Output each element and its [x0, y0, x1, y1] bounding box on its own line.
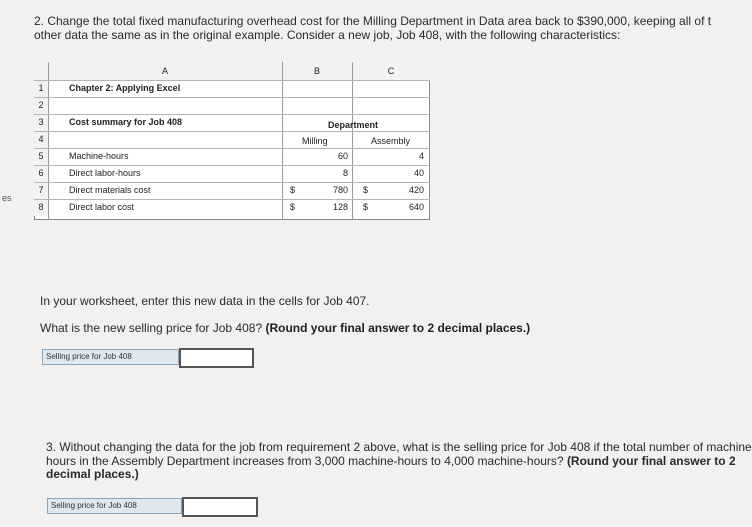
row-number-5[interactable]: 5 [34, 148, 48, 165]
question-2-prompt-plain: What is the new selling price for Job 408? [40, 321, 266, 335]
grid-line [34, 97, 430, 98]
milling-direct-labor-hours[interactable]: 8 [342, 168, 348, 178]
answer-1-input[interactable] [179, 348, 254, 368]
question-3-line-2-plain: hours in the Assembly Department increases from 3,000 machine-hours to 4,000 machine-hours? [46, 454, 567, 468]
grid-line [282, 62, 283, 220]
row-number-2[interactable]: 2 [34, 97, 48, 114]
column-header-c[interactable]: C [352, 62, 430, 80]
question-2-prompt [40, 321, 530, 335]
column-header-b[interactable]: B [282, 62, 352, 80]
assembly-machine-hours[interactable]: 4 [418, 151, 424, 161]
sheet-subtitle: Cost summary for Job 408 [69, 117, 183, 127]
sheet-title: Chapter 2: Applying Excel [69, 83, 181, 93]
milling-direct-labor-cost[interactable]: 128 [332, 202, 348, 212]
row-label-direct-labor-hours: Direct labor-hours [69, 168, 141, 178]
row-number-7[interactable]: 7 [34, 182, 48, 199]
question-2-prompt-rounding: (Round your final answer to 2 decimal places.) [265, 321, 531, 335]
grid-line [352, 62, 353, 220]
answer-2-input[interactable] [182, 497, 258, 517]
row-label-direct-labor-cost: Direct labor cost [69, 202, 135, 212]
assembly-header: Assembly [371, 136, 411, 146]
milling-direct-materials-cost[interactable]: 780 [332, 185, 348, 195]
spreadsheet [34, 62, 430, 220]
question-2-line-1: 2. Change the total fixed manufacturing overhead cost for the Milling Department in Data area back to $390,000, keeping all of t [34, 14, 712, 28]
row-number-3[interactable]: 3 [34, 114, 48, 131]
row-number-1[interactable]: 1 [34, 80, 48, 97]
row-number-4[interactable]: 4 [34, 131, 48, 148]
milling-header: Milling [302, 136, 328, 146]
question-3-line-2-rounding: (Round your final answer to 2 [566, 454, 736, 468]
milling-currency-symbol: $ [290, 202, 296, 212]
question-2-line-2: other data the same as in the original example. Consider a new job, Job 408, with the following characteristics: [34, 28, 621, 42]
column-header-a[interactable]: A [48, 62, 282, 80]
row-label-machine-hours: Machine-hours [69, 151, 129, 161]
question-3-line-3: decimal places.) [46, 467, 139, 481]
row-number-8[interactable]: 8 [34, 199, 48, 216]
grid-line [34, 131, 430, 132]
question-3-line-2 [46, 454, 736, 468]
instruction-text: In your worksheet, enter this new data in the cells for Job 407. [40, 294, 370, 308]
assembly-direct-materials-cost[interactable]: 420 [408, 185, 424, 195]
question-3-line-1: 3. Without changing the data for the job from requirement 2 above, what is the selling price for Job 408 if the total number of machine [46, 440, 752, 454]
assembly-direct-labor-cost[interactable]: 640 [408, 202, 424, 212]
answer-1-label: Selling price for Job 408 [42, 349, 179, 365]
assembly-currency-symbol: $ [363, 202, 369, 212]
corner-cell [34, 62, 48, 80]
department-header: Department [328, 120, 379, 130]
grid-line [48, 62, 49, 220]
row-label-direct-materials-cost: Direct materials cost [69, 185, 151, 195]
side-text-fragment: es [2, 193, 12, 203]
answer-2-label: Selling price for Job 408 [47, 498, 182, 514]
row-number-6[interactable]: 6 [34, 165, 48, 182]
assembly-currency-symbol: $ [363, 185, 369, 195]
milling-currency-symbol: $ [290, 185, 296, 195]
assembly-direct-labor-hours[interactable]: 40 [413, 168, 424, 178]
milling-machine-hours[interactable]: 60 [337, 151, 348, 161]
